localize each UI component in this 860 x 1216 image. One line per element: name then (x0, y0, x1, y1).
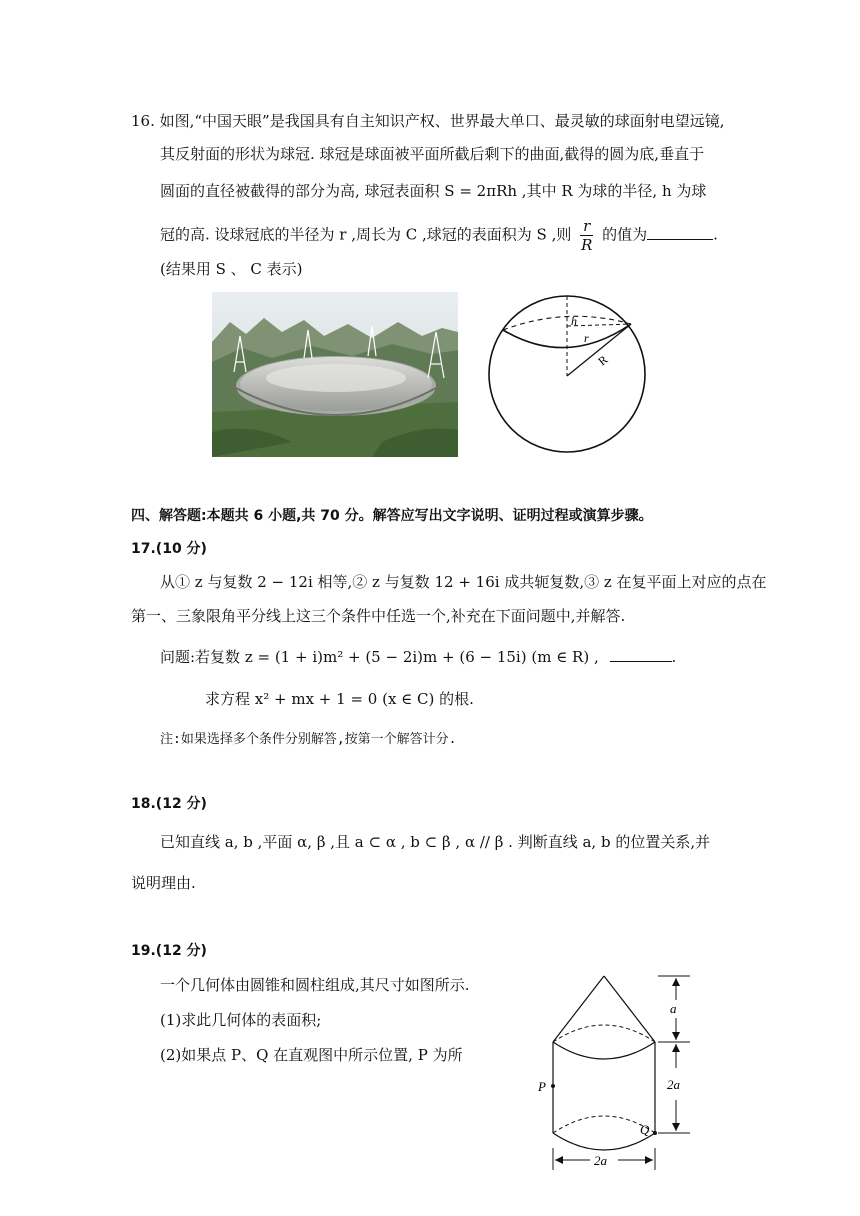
spherical-cap-diagram (486, 292, 648, 456)
q17-line-2: 第一、三象限角平分线上这三个条件中任选一个,补充在下面问题中,并解答. (131, 607, 626, 625)
q19-line-2: (1)求此几何体的表面积; (160, 1011, 322, 1029)
q16-fraction (580, 217, 593, 254)
q19-line-3: (2)如果点 P、Q 在直观图中所示位置, P 为所 (160, 1046, 463, 1064)
q16-line-2: 其反射面的形状为球冠. 球冠是球面被平面所截后剩下的曲面,截得的圆为底,垂直于 (160, 145, 705, 163)
q16-line-1: 16. 如图,“中国天眼”是我国具有自主知识产权、世界最大单口、最灵敏的球面射电望远镜, (131, 112, 725, 130)
label-Q: Q (640, 1122, 650, 1137)
q16-line-5: (结果用 S 、 C 表示) (160, 260, 303, 278)
q16-fraction-numerator: r (580, 217, 593, 236)
q17-line-3 (160, 645, 676, 668)
cone-cylinder-diagram (530, 970, 700, 1175)
q17-number: 17.(10 分) (131, 541, 207, 557)
q17-note: 注:如果选择多个条件分别解答,按第一个解答计分. (160, 732, 457, 747)
section-4-heading: 四、解答题:本题共 6 小题,共 70 分。解答应写出文字说明、证明过程或演算步骤。 (131, 508, 653, 524)
q18-line-2: 说明理由. (131, 874, 196, 892)
q16-line-4 (160, 217, 718, 254)
label-r: r (584, 331, 589, 345)
label-P: P (538, 1079, 546, 1094)
q16-answer-blank[interactable] (647, 223, 713, 240)
q17-line-3-text: 问题:若复数 z = (1 + i)m² + (5 − 2i)m + (6 − 15i) (m ∈ R) , (160, 648, 599, 666)
q16-line-4-end: . (713, 225, 718, 244)
q19-line-1: 一个几何体由圆锥和圆柱组成,其尺寸如图所示. (160, 976, 470, 994)
q18-number: 18.(12 分) (131, 796, 207, 812)
q18-line-1: 已知直线 a, b ,平面 α, β ,且 a ⊂ α , b ⊂ β , α // β . 判断直线 a, b 的位置关系,并 (160, 833, 711, 851)
q19-number: 19.(12 分) (131, 943, 207, 959)
label-h: h (571, 314, 577, 328)
fast-telescope-photo (212, 292, 458, 457)
q16-line-4-tail: 的值为 (602, 225, 648, 244)
q16-line-4-text: 冠的高. 设球冠底的半径为 r ,周长为 C ,球冠的表面积为 S ,则 (160, 225, 572, 244)
label-a: a (670, 1001, 677, 1016)
label-2a-bottom: 2a (594, 1153, 607, 1168)
q17-line-4: 求方程 x² + mx + 1 = 0 (x ∈ C) 的根. (205, 690, 474, 708)
q17-line-1: 从① z 与复数 2 − 12i 相等,② z 与复数 12 + 16i 成共轭复数,③ z 在复平面上对应的点在 (160, 573, 767, 591)
q17-condition-blank[interactable] (610, 645, 672, 662)
q16-fraction-denominator: R (581, 236, 593, 254)
q17-line-3-end: . (671, 648, 677, 666)
label-2a-side: 2a (667, 1077, 680, 1092)
label-R: R (595, 352, 611, 369)
q16-line-3: 圆面的直径被截得的部分为高, 球冠表面积 S = 2πRh ,其中 R 为球的半径, h 为球 (160, 182, 707, 200)
